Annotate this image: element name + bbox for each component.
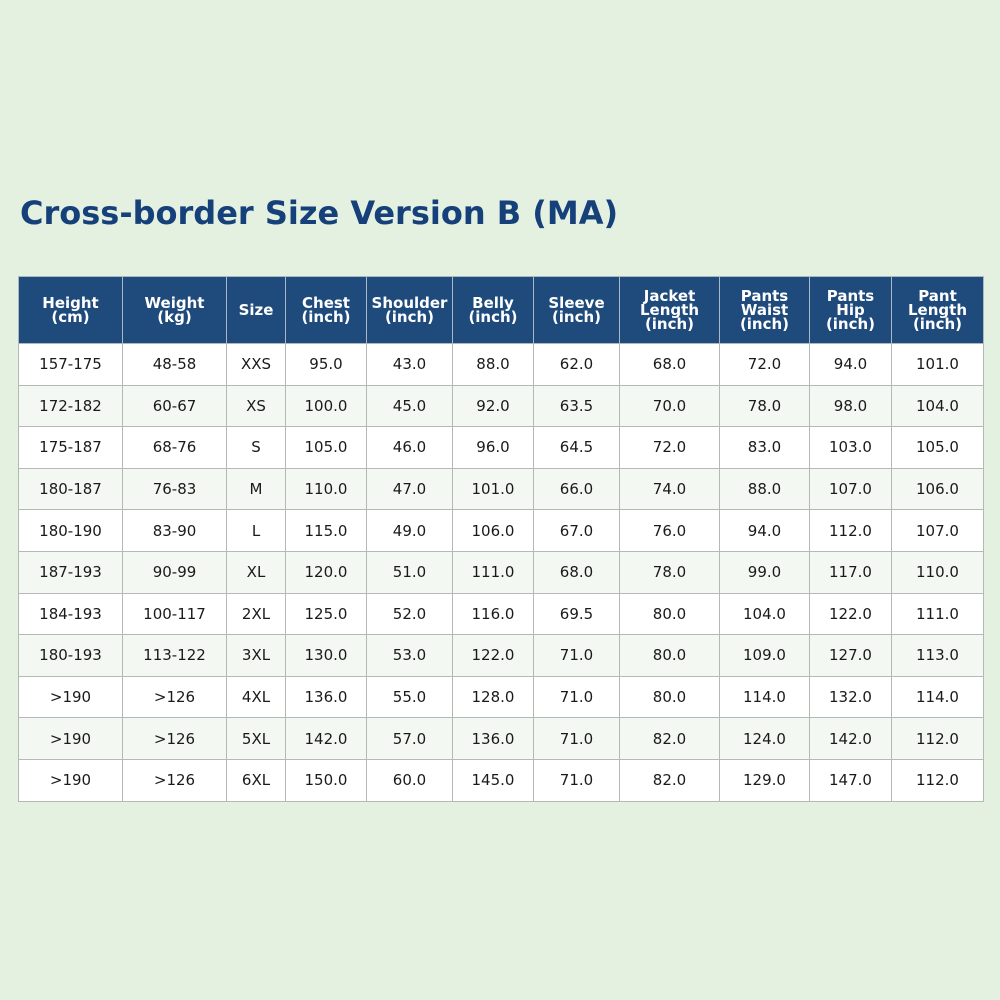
table-cell: 94.0 — [720, 510, 810, 552]
table-cell: 114.0 — [720, 676, 810, 718]
table-cell: 142.0 — [810, 718, 892, 760]
table-cell: 101.0 — [453, 468, 534, 510]
table-cell: 116.0 — [453, 593, 534, 635]
table-cell: 132.0 — [810, 676, 892, 718]
table-row — [19, 718, 984, 760]
column-header — [620, 277, 720, 344]
page-title: Cross-border Size Version B (MA) — [20, 194, 619, 232]
table-cell: 103.0 — [810, 427, 892, 469]
table-cell: 104.0 — [892, 385, 984, 427]
table-cell: 184-193 — [19, 593, 123, 635]
column-header — [810, 277, 892, 344]
table-cell: 82.0 — [620, 759, 720, 801]
table-cell: 57.0 — [367, 718, 453, 760]
table-cell: 98.0 — [810, 385, 892, 427]
table-cell: 82.0 — [620, 718, 720, 760]
table-cell: 71.0 — [534, 676, 620, 718]
table-cell: 46.0 — [367, 427, 453, 469]
table-cell: 70.0 — [620, 385, 720, 427]
header-row — [19, 277, 984, 344]
column-header-line: Pants — [740, 287, 789, 305]
table-row — [19, 593, 984, 635]
table-cell: 49.0 — [367, 510, 453, 552]
table-cell: 74.0 — [620, 468, 720, 510]
table-cell: 63.5 — [534, 385, 620, 427]
table-cell: 107.0 — [892, 510, 984, 552]
table-cell: 6XL — [227, 759, 286, 801]
column-header — [123, 277, 227, 344]
column-header-line: (inch) — [468, 308, 518, 326]
table-cell: 67.0 — [534, 510, 620, 552]
table-cell: XL — [227, 551, 286, 593]
table-cell: 101.0 — [892, 344, 984, 386]
table-cell: 117.0 — [810, 551, 892, 593]
table-cell: M — [227, 468, 286, 510]
table-cell: 112.0 — [892, 718, 984, 760]
table-cell: 128.0 — [453, 676, 534, 718]
table-cell: XXS — [227, 344, 286, 386]
table-cell: 112.0 — [892, 759, 984, 801]
table-cell: 78.0 — [620, 551, 720, 593]
table-cell: 105.0 — [286, 427, 367, 469]
table-cell: 111.0 — [453, 551, 534, 593]
table-header — [19, 277, 984, 344]
table-cell: 43.0 — [367, 344, 453, 386]
table-cell: 111.0 — [892, 593, 984, 635]
table-cell: 150.0 — [286, 759, 367, 801]
column-header — [19, 277, 123, 344]
column-header-line: (inch) — [825, 315, 876, 333]
column-header-line: (inch) — [301, 308, 351, 326]
table-cell: 113-122 — [123, 635, 227, 677]
table-cell: 52.0 — [367, 593, 453, 635]
table-cell: >190 — [19, 718, 123, 760]
table-cell: 66.0 — [534, 468, 620, 510]
table-cell: >190 — [19, 759, 123, 801]
column-header-line: Size — [238, 301, 274, 319]
column-header-line: Weight — [144, 294, 205, 312]
column-header — [720, 277, 810, 344]
table-cell: 110.0 — [286, 468, 367, 510]
column-header — [286, 277, 367, 344]
table-cell: 71.0 — [534, 635, 620, 677]
table-cell: 4XL — [227, 676, 286, 718]
table-cell: >126 — [123, 676, 227, 718]
table-cell: 109.0 — [720, 635, 810, 677]
table-cell: 100.0 — [286, 385, 367, 427]
table-cell: 47.0 — [367, 468, 453, 510]
table-cell: 157-175 — [19, 344, 123, 386]
table-cell: 104.0 — [720, 593, 810, 635]
table-cell: 80.0 — [620, 593, 720, 635]
table-cell: 180-193 — [19, 635, 123, 677]
table-cell: 68.0 — [620, 344, 720, 386]
table-cell: XS — [227, 385, 286, 427]
column-header-line: Jacket — [643, 287, 696, 305]
table-cell: 124.0 — [720, 718, 810, 760]
table-cell: 120.0 — [286, 551, 367, 593]
table-cell: 145.0 — [453, 759, 534, 801]
table-cell: 2XL — [227, 593, 286, 635]
table-cell: 90-99 — [123, 551, 227, 593]
table-cell: 76-83 — [123, 468, 227, 510]
table-cell: 51.0 — [367, 551, 453, 593]
table-cell: 122.0 — [810, 593, 892, 635]
column-header-line: Hip — [836, 301, 865, 319]
table-row — [19, 676, 984, 718]
table-cell: 80.0 — [620, 676, 720, 718]
table-cell: >190 — [19, 676, 123, 718]
column-header-line: Belly — [472, 294, 514, 312]
table-cell: 60.0 — [367, 759, 453, 801]
column-header-line: Length — [908, 301, 967, 319]
table-cell: 129.0 — [720, 759, 810, 801]
table-cell: 175-187 — [19, 427, 123, 469]
table-cell: 180-187 — [19, 468, 123, 510]
table-cell: 60-67 — [123, 385, 227, 427]
table-cell: 88.0 — [453, 344, 534, 386]
table-cell: 110.0 — [892, 551, 984, 593]
table-cell: 115.0 — [286, 510, 367, 552]
column-header-line: (inch) — [912, 315, 963, 333]
table-cell: 45.0 — [367, 385, 453, 427]
table-cell: 122.0 — [453, 635, 534, 677]
table-cell: 172-182 — [19, 385, 123, 427]
column-header — [227, 277, 286, 344]
table-cell: 64.5 — [534, 427, 620, 469]
table-cell: 53.0 — [367, 635, 453, 677]
table-cell: S — [227, 427, 286, 469]
column-header-line: Sleeve — [548, 294, 605, 312]
table-cell: 127.0 — [810, 635, 892, 677]
table-cell: 114.0 — [892, 676, 984, 718]
table-row — [19, 468, 984, 510]
column-header-line: (inch) — [739, 315, 790, 333]
table-cell: 105.0 — [892, 427, 984, 469]
table-cell: 62.0 — [534, 344, 620, 386]
table-cell: 71.0 — [534, 759, 620, 801]
table-cell: 76.0 — [620, 510, 720, 552]
column-header — [892, 277, 984, 344]
column-header-line: Waist — [740, 301, 789, 319]
table-cell: 48-58 — [123, 344, 227, 386]
table-cell: 78.0 — [720, 385, 810, 427]
table-row — [19, 344, 984, 386]
table-row — [19, 385, 984, 427]
table-cell: 68.0 — [534, 551, 620, 593]
table-cell: 72.0 — [620, 427, 720, 469]
table-cell: 68-76 — [123, 427, 227, 469]
column-header-line: Chest — [302, 294, 350, 312]
table-cell: 187-193 — [19, 551, 123, 593]
table-cell: 147.0 — [810, 759, 892, 801]
table-row — [19, 759, 984, 801]
table-cell: 113.0 — [892, 635, 984, 677]
table-cell: 71.0 — [534, 718, 620, 760]
table-cell: 136.0 — [286, 676, 367, 718]
table-cell: 3XL — [227, 635, 286, 677]
column-header-line: Shoulder — [371, 294, 448, 312]
table-cell: 72.0 — [720, 344, 810, 386]
column-header-line: Pant — [918, 287, 957, 305]
table-body — [19, 344, 984, 802]
table-cell: 106.0 — [453, 510, 534, 552]
column-header — [453, 277, 534, 344]
table-cell: 180-190 — [19, 510, 123, 552]
table-cell: L — [227, 510, 286, 552]
table-cell: >126 — [123, 718, 227, 760]
column-header-line: Pants — [826, 287, 875, 305]
table-cell: 69.5 — [534, 593, 620, 635]
table-row — [19, 510, 984, 552]
table-cell: 83-90 — [123, 510, 227, 552]
column-header-line: (inch) — [551, 308, 602, 326]
table-cell: >126 — [123, 759, 227, 801]
column-header-line: Length — [640, 301, 699, 319]
table-cell: 99.0 — [720, 551, 810, 593]
table-cell: 80.0 — [620, 635, 720, 677]
table-cell: 55.0 — [367, 676, 453, 718]
table-cell: 125.0 — [286, 593, 367, 635]
column-header-line: (kg) — [157, 308, 192, 326]
table-cell: 142.0 — [286, 718, 367, 760]
table-cell: 130.0 — [286, 635, 367, 677]
column-header-line: (inch) — [644, 315, 695, 333]
table-cell: 100-117 — [123, 593, 227, 635]
column-header — [534, 277, 620, 344]
table-cell: 96.0 — [453, 427, 534, 469]
table-cell: 107.0 — [810, 468, 892, 510]
table-cell: 106.0 — [892, 468, 984, 510]
column-header-line: (cm) — [51, 308, 90, 326]
column-header — [367, 277, 453, 344]
table-cell: 88.0 — [720, 468, 810, 510]
table-row — [19, 635, 984, 677]
table-cell: 136.0 — [453, 718, 534, 760]
table-cell: 94.0 — [810, 344, 892, 386]
table-cell: 5XL — [227, 718, 286, 760]
column-header-line: Height — [42, 294, 99, 312]
table-cell: 83.0 — [720, 427, 810, 469]
table-row — [19, 551, 984, 593]
table-cell: 92.0 — [453, 385, 534, 427]
size-chart-table — [18, 276, 984, 802]
column-header-line: (inch) — [384, 308, 435, 326]
table-row — [19, 427, 984, 469]
table-cell: 112.0 — [810, 510, 892, 552]
table-cell: 95.0 — [286, 344, 367, 386]
